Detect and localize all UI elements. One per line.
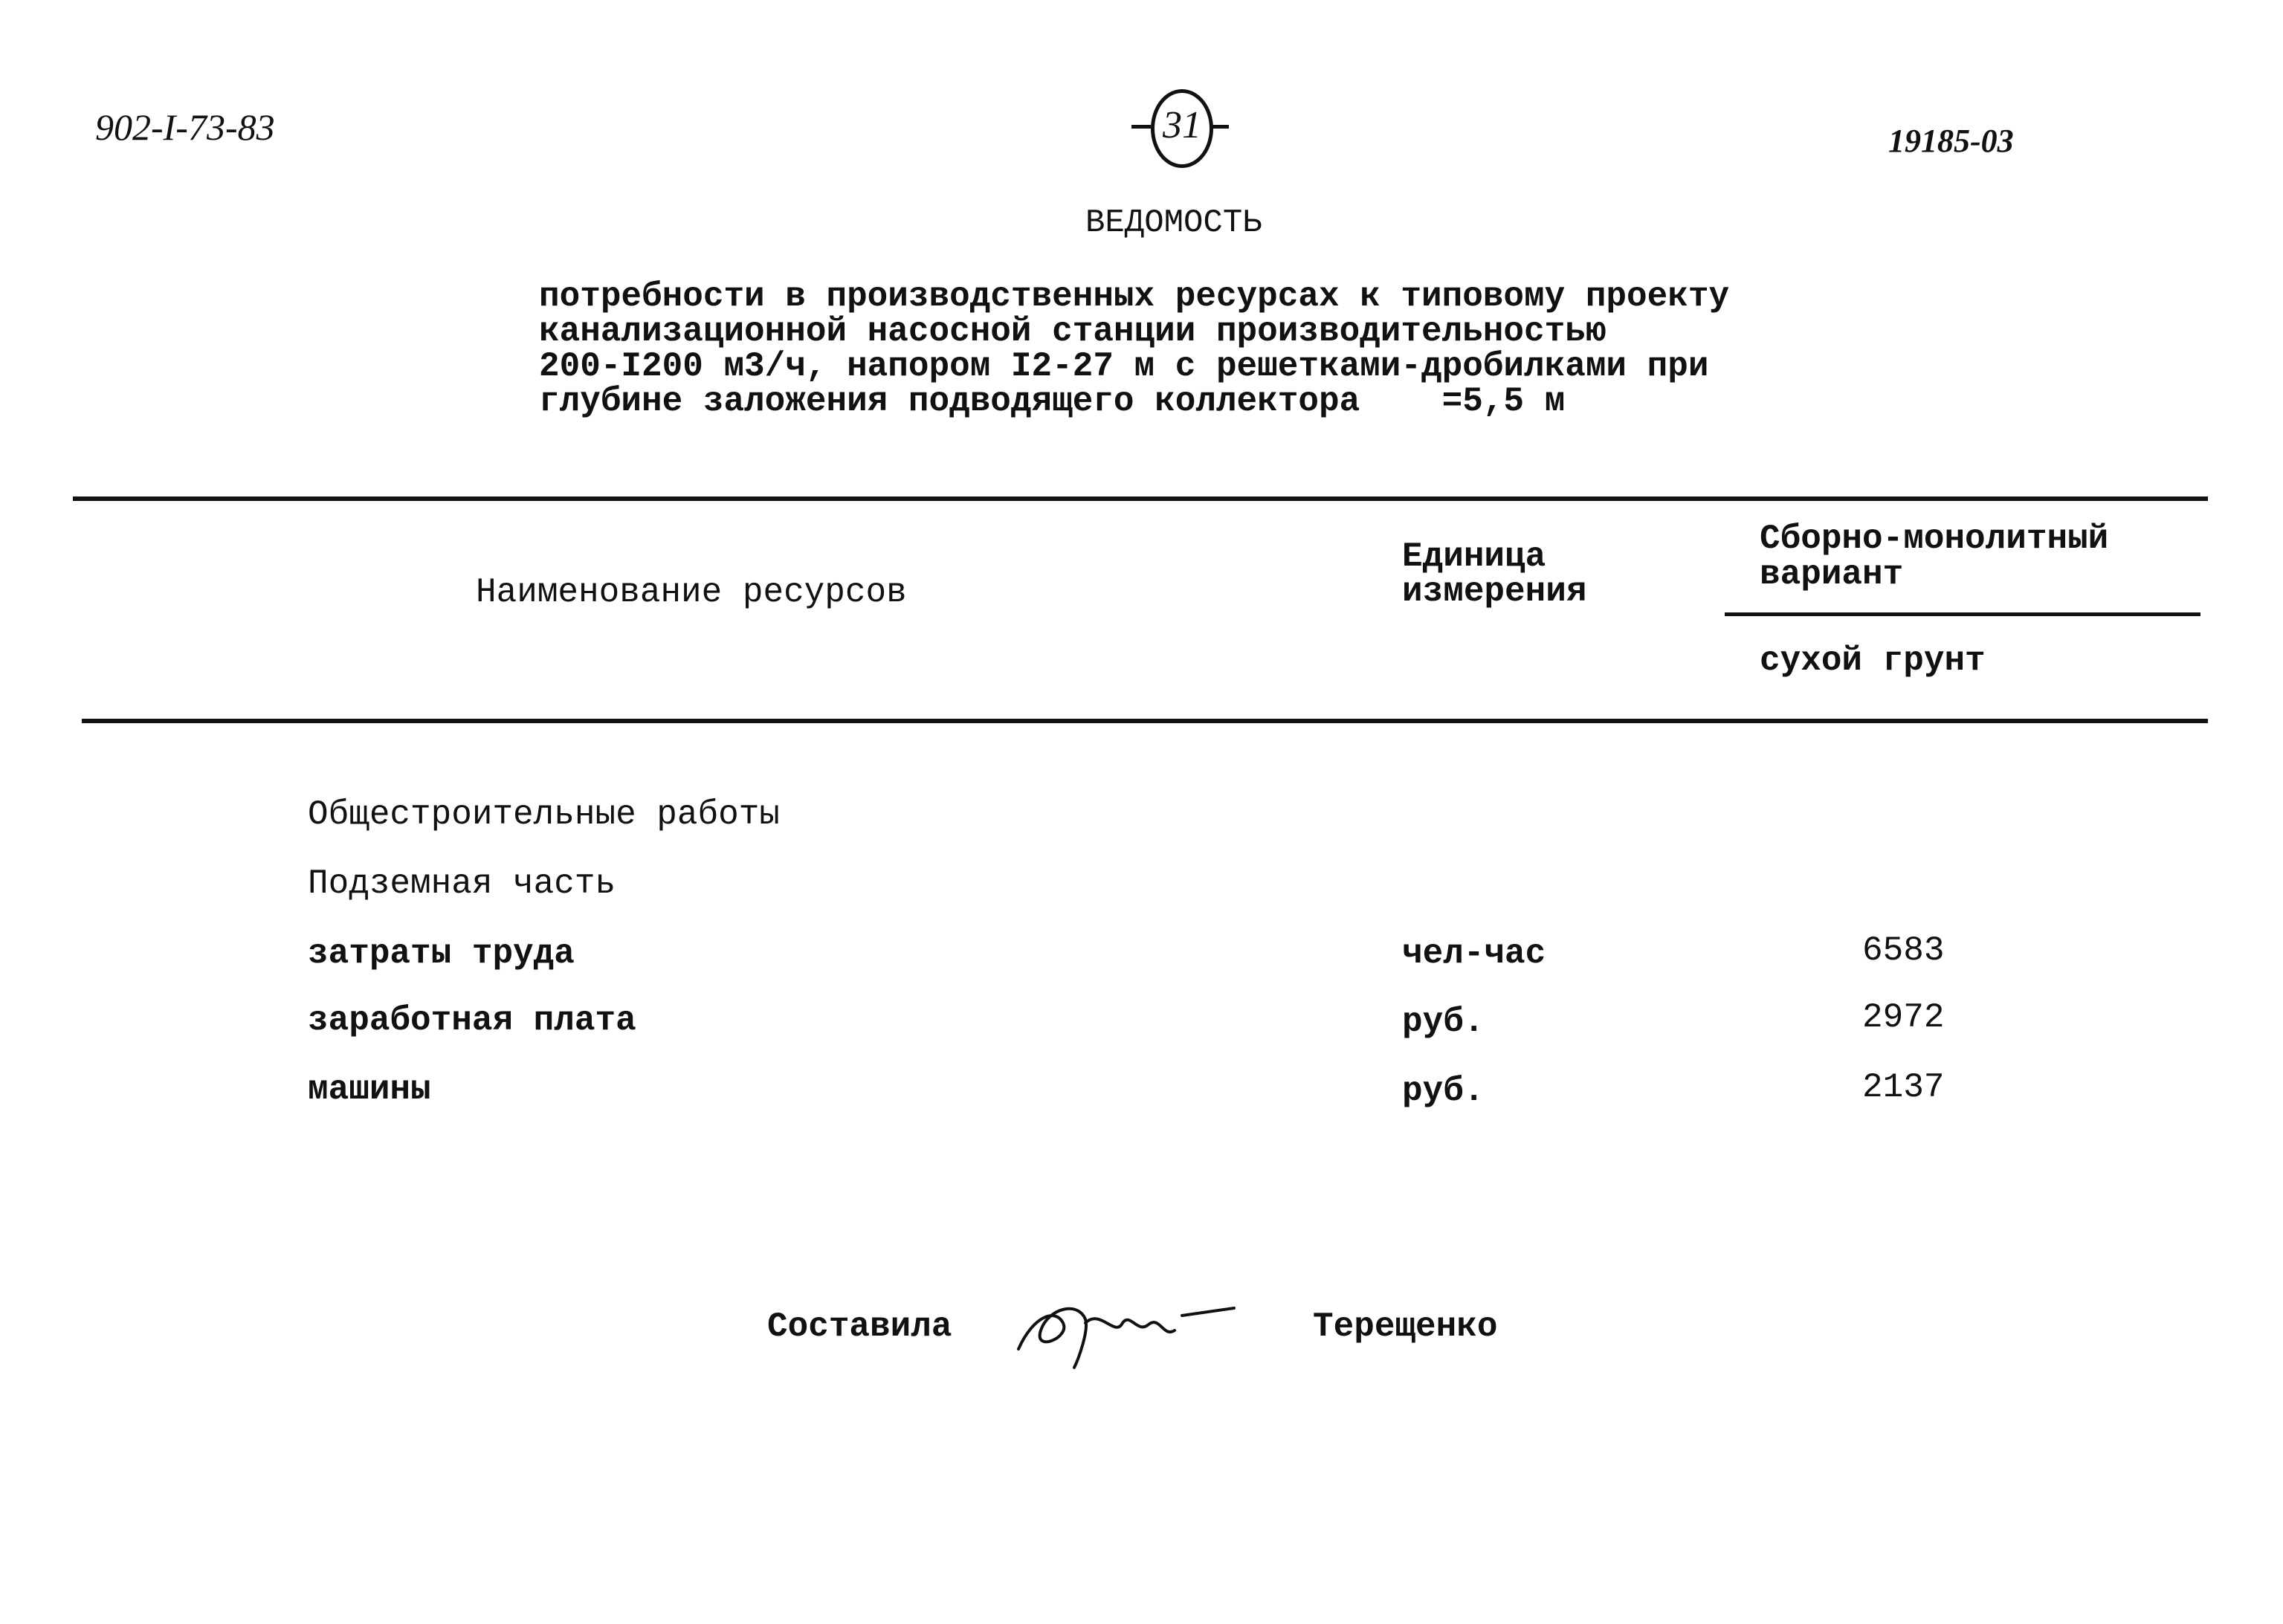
resource-unit: руб. xyxy=(1402,1072,1485,1110)
column-header-name: Наименование ресурсов xyxy=(476,573,907,612)
column-header-variant-line2: вариант xyxy=(1760,555,1904,594)
document-code: 902-I-73-83 xyxy=(95,106,275,148)
compiler-name: Терещенко xyxy=(1313,1307,1498,1346)
table-top-rule xyxy=(73,496,2208,501)
page-number: 31 xyxy=(1163,104,1201,146)
page-number-dash-right xyxy=(1210,125,1229,129)
signature xyxy=(1004,1278,1241,1375)
page-number-dash-left xyxy=(1131,125,1151,129)
column-header-unit-line1: Единица xyxy=(1402,537,1546,576)
subtitle-line: глубине заложения подводящего коллектора =5,5 м xyxy=(539,382,1566,421)
column-header-unit-line2: измерения xyxy=(1402,572,1587,611)
section-heading: Общестроительные работы xyxy=(308,795,780,834)
resource-unit: чел-час xyxy=(1402,934,1546,973)
subtitle-line: 200-I200 м3/ч, напором I2-27 м с решетками-дробилками при xyxy=(539,347,1709,386)
resource-name: машины xyxy=(308,1070,431,1109)
resource-name: заработная плата xyxy=(308,1001,636,1040)
section-heading: Подземная часть xyxy=(308,864,616,903)
variant-header-rule xyxy=(1725,612,2200,616)
document-title: ВЕДОМОСТЬ xyxy=(1085,204,1262,242)
subtitle-line: потребности в производственных ресурсах к типовому проекту xyxy=(539,277,1730,316)
table-header-bottom-rule xyxy=(82,719,2208,723)
subtitle-line: канализационной насосной станции производительностью xyxy=(539,312,1607,351)
resource-unit: руб. xyxy=(1402,1003,1485,1041)
resource-value: 2972 xyxy=(1862,998,1945,1037)
archive-number: 19185-03 xyxy=(1888,123,2014,159)
compiled-by-label: Составила xyxy=(767,1307,952,1346)
column-header-variant-line1: Сборно-монолитный xyxy=(1760,520,2109,558)
resource-name: затраты труда xyxy=(308,934,575,973)
resource-value: 6583 xyxy=(1862,931,1945,970)
column-header-subvariant: сухой грунт xyxy=(1760,641,1986,680)
resource-value: 2137 xyxy=(1862,1068,1945,1107)
